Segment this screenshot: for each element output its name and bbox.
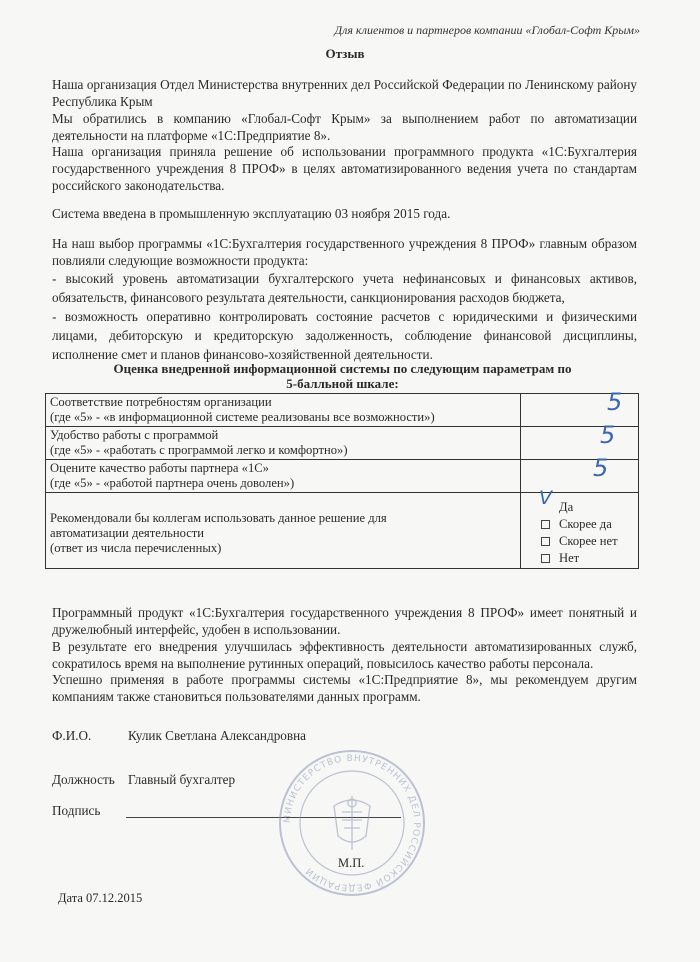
option-rather-yes[interactable]: [541, 516, 618, 533]
features-intro: На наш выбор программы «1С:Бухгалтерия государственного учреждения 8 ПРОФ» главным образом повлияли следующие возможности продукта:: [52, 236, 637, 268]
fio-label: Ф.И.О.: [52, 728, 92, 743]
page-title: Отзыв: [325, 46, 365, 61]
stamp-text-path: МИНИСТЕРСТВО ВНУТРЕННИХ ДЕЛ РОССИЙСКОЙ ФЕДЕРАЦИИ: [282, 753, 422, 893]
signature-label: Подпись: [52, 803, 101, 818]
check-mark-icon: V: [539, 487, 552, 509]
option-no[interactable]: [541, 550, 618, 567]
question-cell: [46, 394, 521, 427]
features-item: - высокий уровень автоматизации бухгалтерского учета нефинансовых и финансовых активов, обязательств, финансового результата деятельности, санкционирования расходов бюджета,: [52, 271, 637, 305]
table-title-line: Оценка внедренной информационной системы по следующим параметрам по: [113, 361, 572, 376]
signature-field: [52, 803, 128, 819]
question-text: Рекомендовали бы коллегам использовать данное решение для: [50, 511, 387, 525]
checkbox-icon: [541, 537, 550, 546]
paragraph-recommendation: Успешно применяя в работе программы системы «1С:Предприятие 8», мы рекомендуем другим компаниям также становиться пользователями данных программ.: [52, 672, 637, 704]
document-date: Дата 07.12.2015: [58, 891, 143, 905]
table-row: [46, 493, 639, 569]
question-cell: [46, 460, 521, 493]
question-cell: [46, 493, 521, 569]
score-cell: [521, 388, 639, 427]
paragraph-features: [52, 235, 637, 364]
checkbox-icon: [541, 520, 550, 529]
paragraph-interface: Программный продукт «1С:Бухгалтерия государственного учреждения 8 ПРОФ» имеет понятный и дружелюбный интерфейс, удобен в использовании.: [52, 605, 637, 637]
paragraph-results: В результате его внедрения улучшилась эффективность деятельности автоматизированных служб, сократилось время на выполнение рутинных операций, повысилось качество работы персонала.: [52, 639, 637, 671]
question-text: автоматизации деятельности: [50, 526, 205, 540]
question-hint: (ответ из числа перечисленных): [50, 541, 222, 555]
fio-field: [52, 728, 306, 744]
question-hint: (где «5» - «работой партнера очень доволен»): [50, 476, 295, 490]
handwritten-score: 5: [607, 388, 623, 416]
question-hint: (где «5» - «работать с программой легко и комфортно»): [50, 443, 348, 457]
option-rather-no[interactable]: [541, 533, 618, 550]
question-cell: [46, 427, 521, 460]
stamp-emblem-icon: [334, 796, 370, 850]
score-cell: [521, 421, 639, 460]
features-item: - возможность оперативно контролировать состояние расчетов с юридическими и физическими лицами, дебиторскую и кредиторскую задолженность, соблюдение финансовой дисциплины, исполнение смет и планов финансово-хозяйственной деятельности.: [52, 309, 637, 362]
recommend-options: [539, 487, 618, 567]
question-hint: (где «5» - «в информационной системе реализованы все возможности»): [50, 410, 435, 424]
paragraph-organization: Наша организация Отдел Министерства внутренних дел Российской Федерации по Ленинскому району Республика Крым: [52, 77, 637, 109]
paragraph-decision: Наша организация приняла решение об использовании программного продукта «1С:Бухгалтерия государственного учреждения 8 ПРОФ» в целях автоматизированного ведения учета по стандартам российского законодательства.: [52, 144, 637, 193]
stamp-placeholder: М.П.: [338, 856, 365, 870]
option-yes[interactable]: [539, 487, 618, 516]
table-title: [45, 361, 640, 391]
rating-table: [45, 388, 639, 569]
position-value: Главный бухгалтер: [128, 772, 236, 787]
position-label: Должность: [52, 772, 115, 787]
table-row: [46, 394, 639, 427]
position-field: [52, 772, 235, 788]
question-text: Оцените качество работы партнера «1С»: [50, 461, 269, 475]
fio-value: Кулик Светлана Александровна: [128, 728, 307, 743]
handwritten-score: 5: [600, 421, 616, 449]
table-row: [46, 427, 639, 460]
page-header: Для клиентов и партнеров компании «Глобал-Софт Крым»: [334, 23, 640, 37]
handwritten-score: 5: [593, 454, 609, 482]
official-stamp: [262, 748, 442, 898]
paragraph-launch: Система введена в промышленную эксплуатацию 03 ноября 2015 года.: [52, 206, 451, 221]
table-title-line: 5-балльной шкале:: [286, 376, 399, 391]
option-label: Скорее нет: [559, 534, 618, 548]
option-label: Скорее да: [559, 517, 612, 531]
question-text: Соответствие потребностям организации: [50, 395, 272, 409]
options-cell: [521, 487, 639, 569]
paragraph-contact: Мы обратились в компанию «Глобал-Софт Крым» за выполнением работ по автоматизации деятельности на платформе «1С:Предприятие 8».: [52, 111, 637, 143]
option-label: Да: [559, 500, 574, 514]
option-label: Нет: [559, 551, 580, 565]
checkbox-icon: [541, 554, 550, 563]
question-text: Удобство работы с программой: [50, 428, 219, 442]
